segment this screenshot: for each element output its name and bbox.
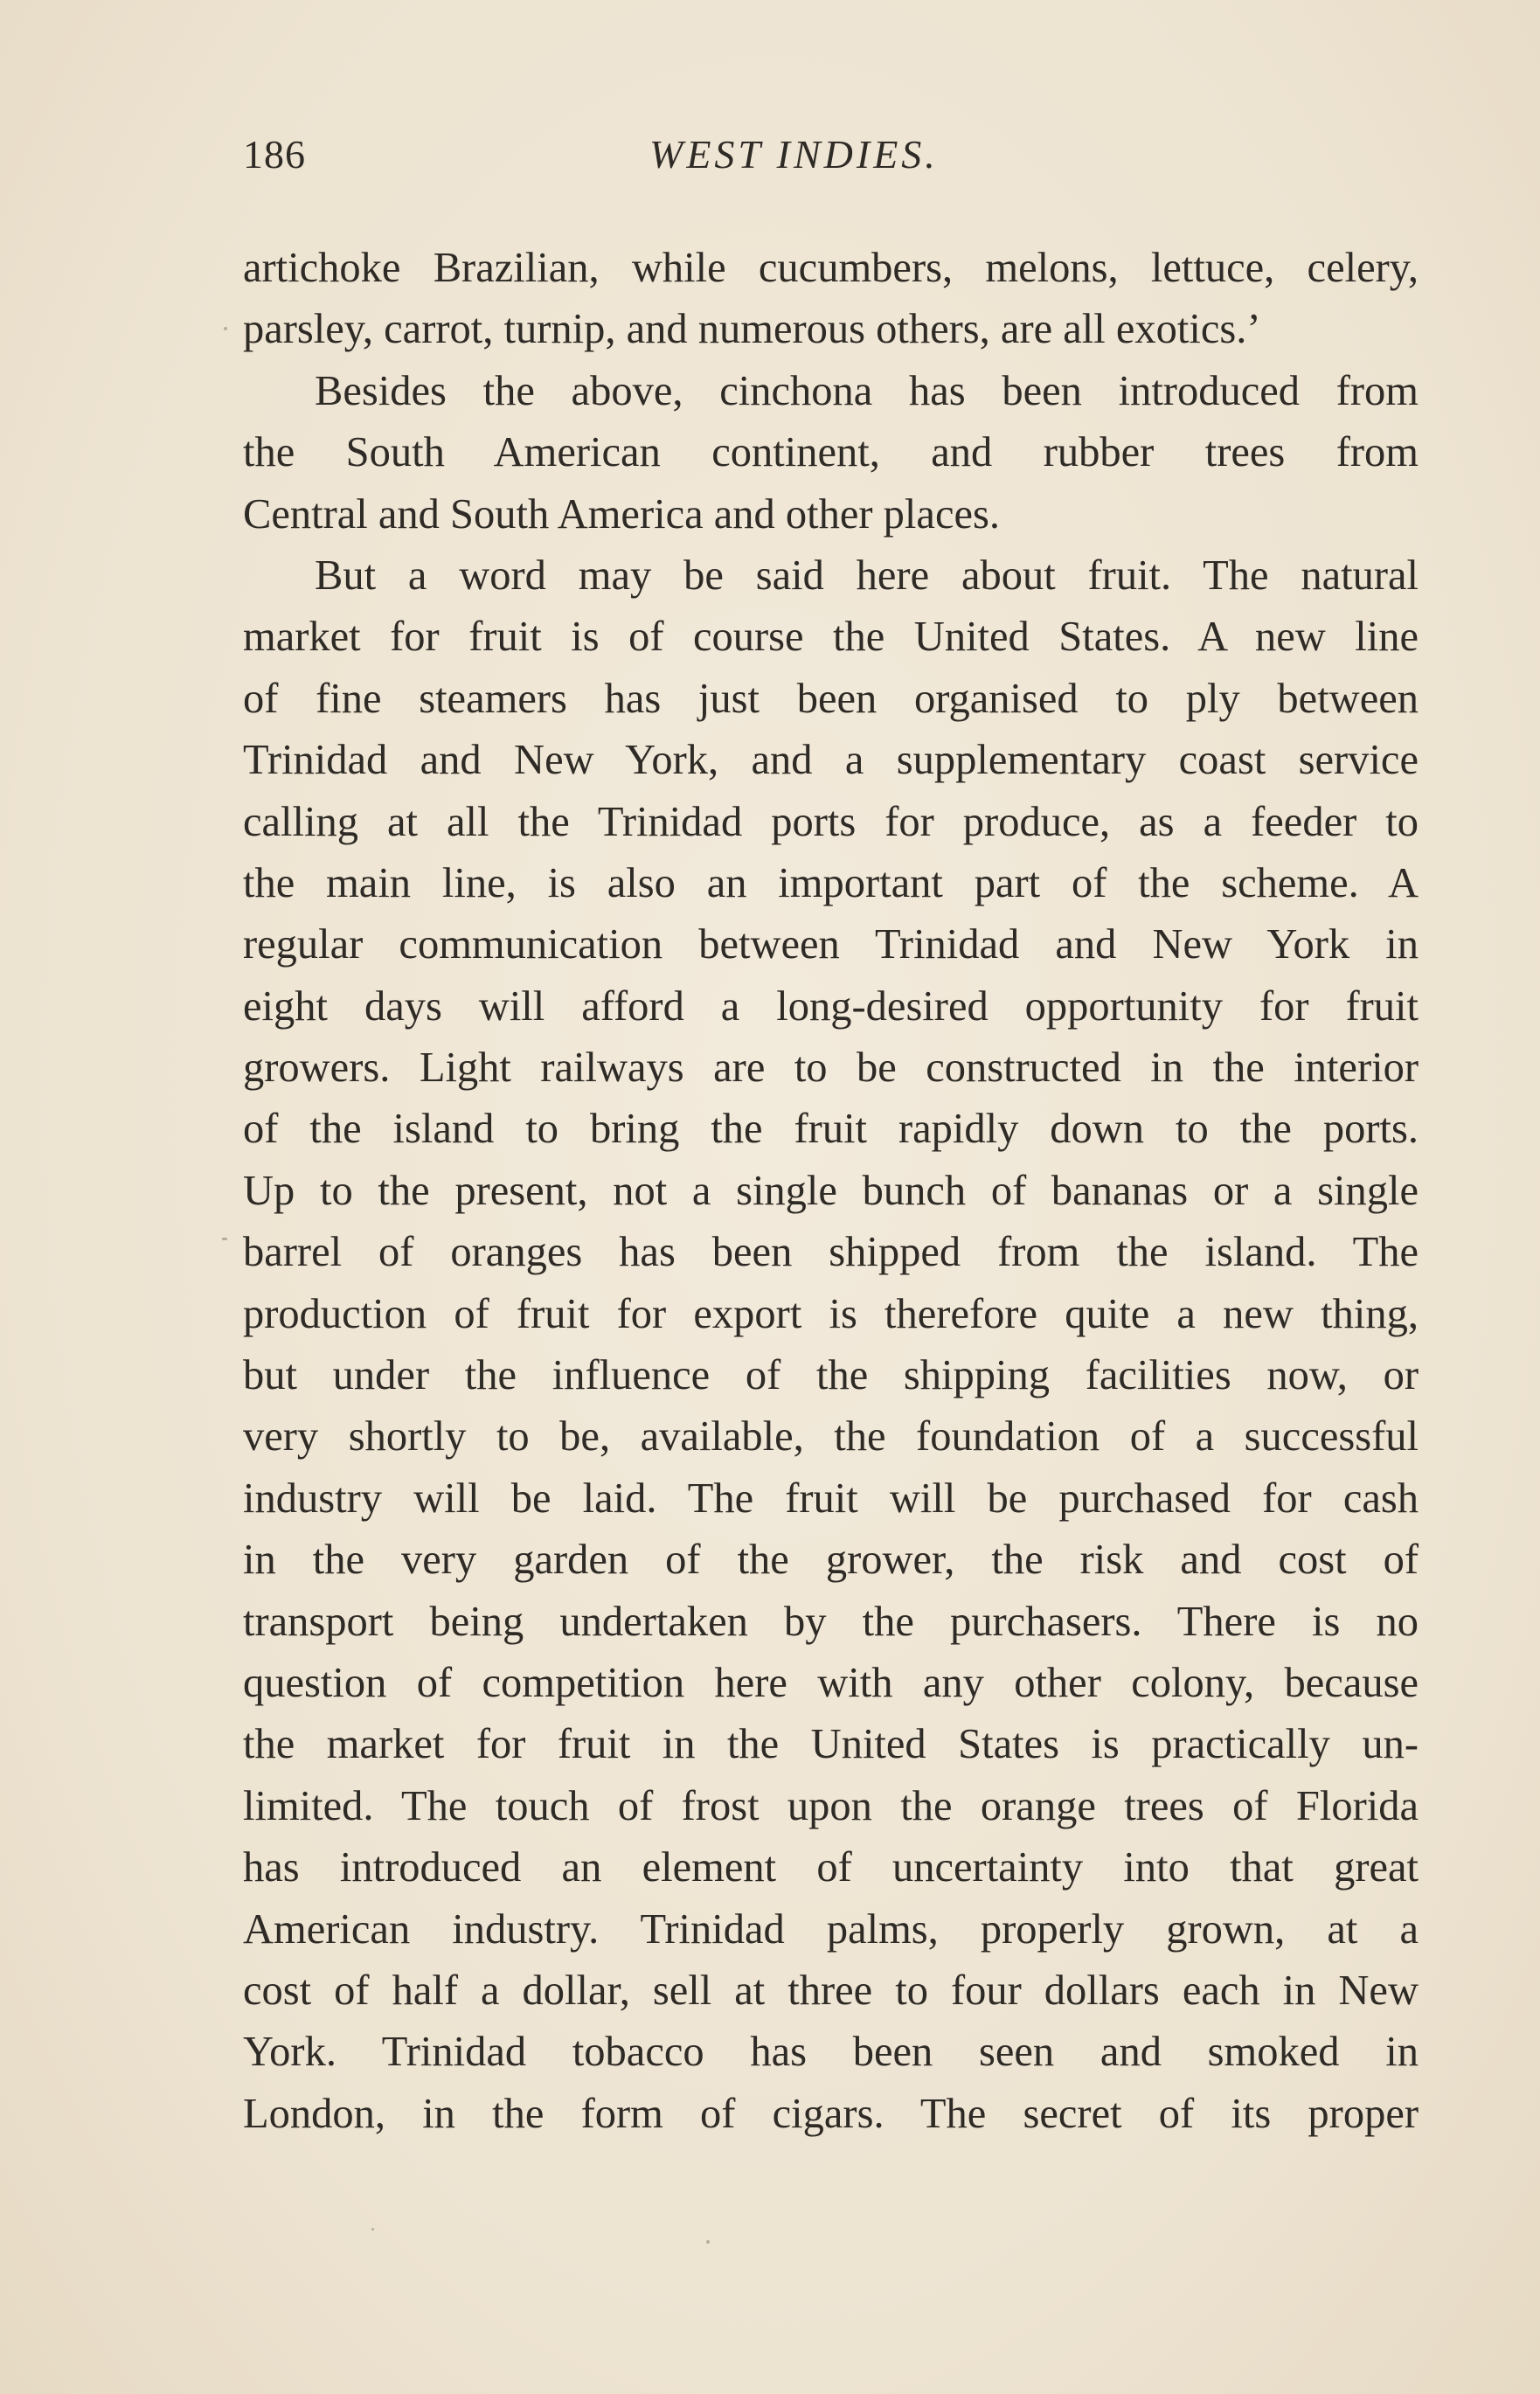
text-line: cost of half a dollar, sell at three to four dollars each in New — [243, 1967, 1419, 2014]
body-text — [243, 238, 1419, 2145]
text-line: the main line, is also an important part of the scheme. A — [243, 859, 1419, 906]
paper-speck — [224, 327, 227, 330]
text-line: limited. The touch of frost upon the orange trees of Florida — [243, 1782, 1419, 1829]
paper-speck — [706, 2240, 710, 2244]
text-line: American industry. Trinidad palms, properly grown, at a — [243, 1905, 1419, 1953]
text-line: York. Trinidad tobacco has been seen and smoked in — [243, 2029, 1419, 2076]
text-line: Besides the above, cinchona has been introduced from — [315, 367, 1419, 414]
text-line: of fine steamers has just been organised to ply between — [243, 675, 1419, 722]
text-line: the South American continent, and rubber trees from — [243, 429, 1419, 476]
text-line: question of competition here with any other colony, because — [243, 1659, 1419, 1706]
text-line: barrel of oranges has been shipped from the island. The — [243, 1229, 1419, 1276]
text-line: production of fruit for export is therefore quite a new thing, — [243, 1290, 1419, 1337]
text-line: industry will be laid. The fruit will be purchased for cash — [243, 1475, 1419, 1522]
text-line: of the island to bring the fruit rapidly down to the ports. — [243, 1106, 1419, 1153]
text-line: in the very garden of the grower, the risk and cost of — [243, 1537, 1419, 1584]
paper-speck — [371, 2228, 374, 2231]
paper-speck — [222, 1238, 227, 1240]
text-line: but under the influence of the shipping facilities now, or — [243, 1352, 1419, 1399]
text-line: has introduced an element of uncertainty into that great — [243, 1844, 1419, 1891]
page-number: 186 — [243, 132, 306, 177]
text-line: parsley, carrot, turnip, and numerous others, are all exotics.’ — [243, 306, 1261, 353]
text-line: Central and South America and other places. — [243, 490, 1000, 538]
text-line: growers. Light railways are to be constructed in the interior — [243, 1044, 1419, 1092]
text-line: the market for fruit in the United States is practically un- — [243, 1721, 1419, 1768]
text-line: But a word may be said here about fruit. The natural — [315, 552, 1419, 599]
text-line: transport being undertaken by the purchasers. There is no — [243, 1598, 1419, 1645]
running-title: WEST INDIES. — [649, 132, 939, 177]
text-line: artichoke Brazilian, while cucumbers, melons, lettuce, celery, — [243, 245, 1419, 291]
text-line: very shortly to be, available, the foundation of a successful — [243, 1413, 1419, 1461]
text-line: market for fruit is of course the United States. A new line — [243, 614, 1419, 661]
page-header — [243, 131, 1419, 192]
text-line: Up to the present, not a single bunch of bananas or a single — [243, 1167, 1419, 1214]
text-line: calling at all the Trinidad ports for produce, as a feeder to — [243, 798, 1419, 845]
text-line: Trinidad and New York, and a supplementary coast service — [243, 737, 1419, 784]
text-line: London, in the form of cigars. The secret of its proper — [243, 2090, 1419, 2137]
text-line: eight days will afford a long-desired opportunity for fruit — [243, 982, 1419, 1030]
text-line: regular communication between Trinidad and New York in — [243, 921, 1419, 968]
